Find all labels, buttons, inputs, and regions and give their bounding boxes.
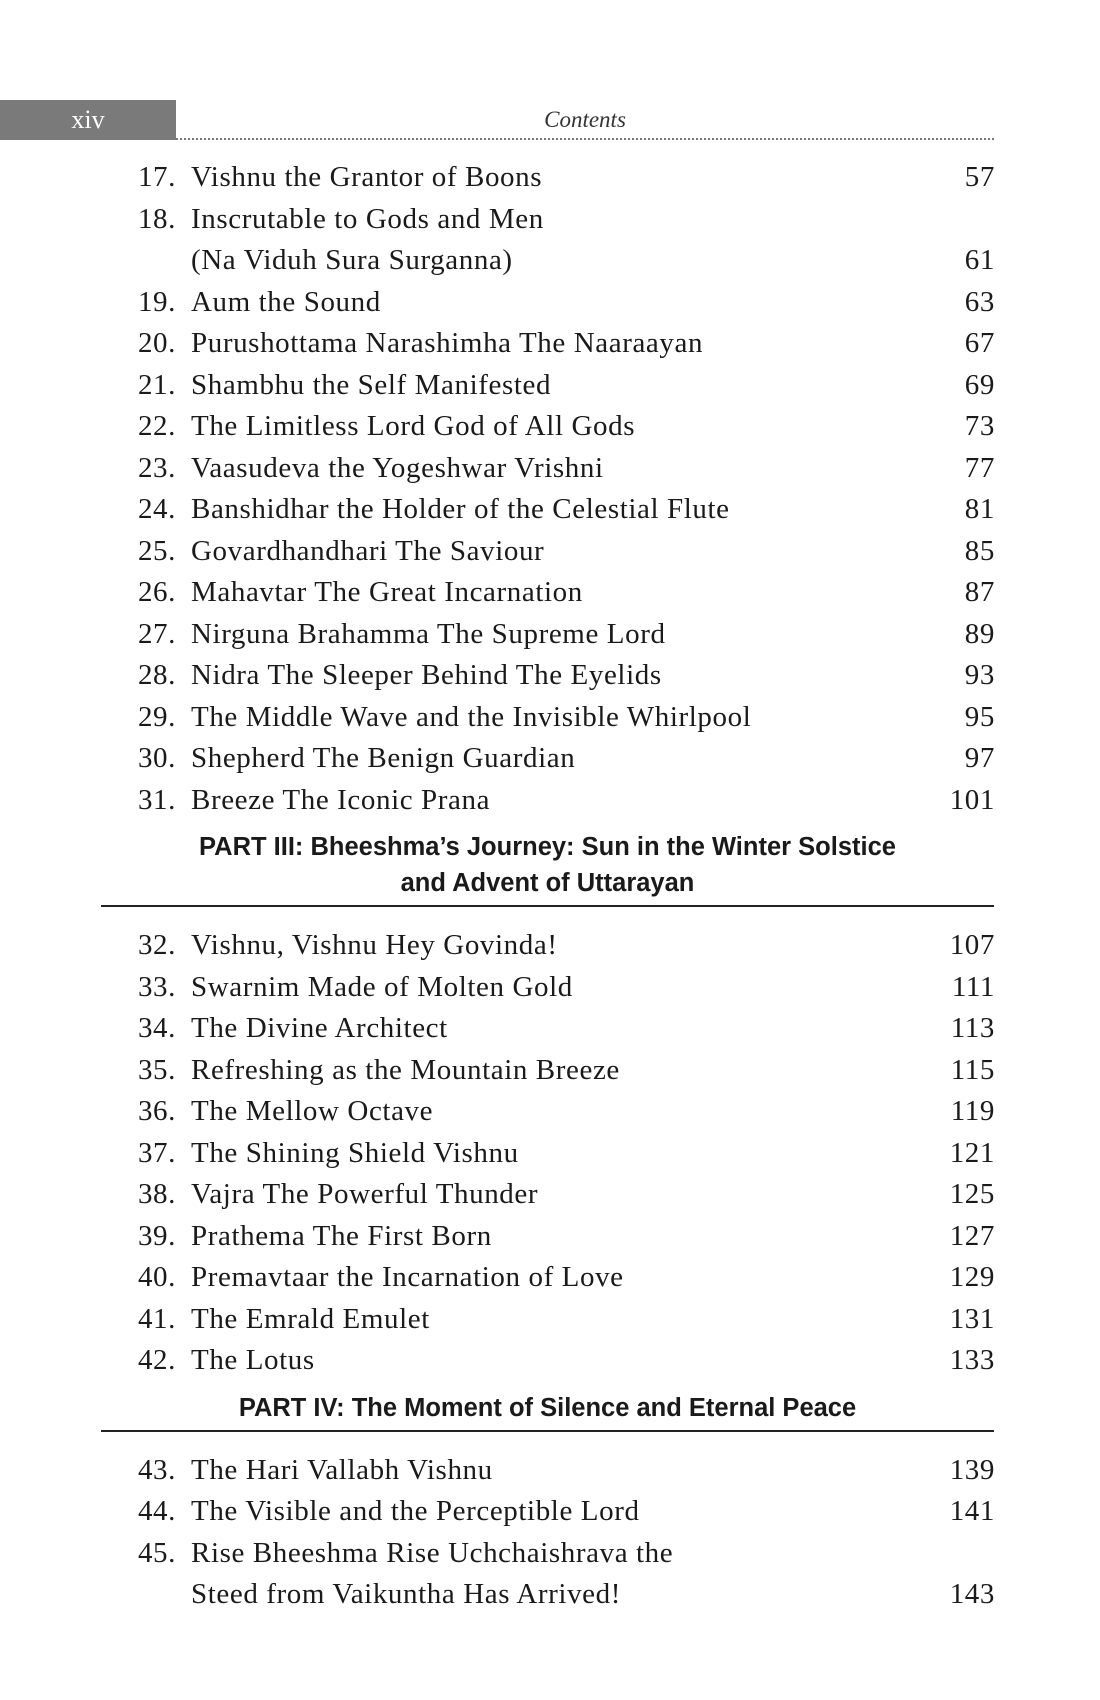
toc-entry[interactable] (0, 572, 1100, 614)
entry-title: The Mellow Octave (191, 1095, 434, 1127)
part-heading (101, 1382, 994, 1432)
entry-page-number: 133 (949, 1344, 995, 1376)
entry-page-number: 95 (964, 700, 995, 733)
entry-number: 31. (137, 783, 176, 816)
entry-number: 24. (137, 493, 176, 525)
toc-entry[interactable] (0, 1450, 1100, 1492)
entry-title: The Lotus (191, 1344, 315, 1376)
entry-title: Rise Bheeshma Rise Uchchaishrava the (191, 1536, 674, 1569)
toc-entry[interactable] (0, 614, 1100, 656)
entry-page-number: 57 (964, 161, 995, 193)
entry-title: The Divine Architect (191, 1012, 448, 1044)
entry-title: Steed from Vaikuntha Has Arrived! (191, 1578, 622, 1610)
running-head: Contents (544, 107, 626, 132)
entry-page-number: 115 (950, 1053, 995, 1086)
entry-title: Breeze The Iconic Prana (191, 783, 491, 816)
toc-entry[interactable] (0, 157, 1100, 199)
entry-page-number: 97 (964, 742, 995, 774)
entry-number: 29. (137, 700, 176, 733)
entry-page-number: 127 (949, 1219, 995, 1252)
entry-title: Vajra The Powerful Thunder (191, 1178, 539, 1210)
entry-number: 41. (137, 1302, 176, 1335)
entry-number: 43. (137, 1453, 176, 1486)
toc-entry[interactable] (0, 1340, 1100, 1382)
entry-title: Premavtaar the Incarnation of Love (191, 1261, 624, 1293)
toc-entry[interactable] (0, 1533, 1100, 1616)
entry-number: 28. (137, 659, 176, 691)
entry-number: 35. (137, 1053, 176, 1086)
toc-entry[interactable] (0, 1050, 1100, 1092)
entry-title: Nidra The Sleeper Behind The Eyelids (191, 659, 662, 691)
toc-entry[interactable] (0, 406, 1100, 448)
entry-number: 18. (137, 202, 176, 235)
entry-title: Vishnu the Grantor of Boons (191, 161, 543, 193)
entry-page-number: 129 (949, 1261, 995, 1293)
toc-entry[interactable] (0, 199, 1100, 282)
toc-entry[interactable] (0, 531, 1100, 573)
entry-page-number: 69 (964, 368, 995, 401)
entry-number: 20. (137, 327, 176, 359)
entry-page-number: 119 (950, 1095, 995, 1127)
toc-entry[interactable] (0, 282, 1100, 324)
entry-page-number: 77 (964, 451, 995, 484)
toc-entry[interactable] (0, 1257, 1100, 1299)
entry-number: 45. (137, 1536, 176, 1569)
entry-title: The Shining Shield Vishnu (191, 1136, 519, 1169)
entry-title: Purushottama Narashimha The Naaraayan (191, 327, 704, 359)
entry-page-number: 63 (964, 285, 995, 318)
entry-title: Inscrutable to Gods and Men (191, 202, 544, 235)
entry-title: The Hari Vallabh Vishnu (191, 1453, 493, 1486)
toc-entry[interactable] (0, 1216, 1100, 1258)
entry-title: Prathema The First Born (191, 1219, 492, 1252)
entry-number: 30. (137, 742, 176, 774)
toc-entry[interactable] (0, 967, 1100, 1009)
entry-title: Swarnim Made of Molten Gold (191, 970, 573, 1003)
entry-title: The Limitless Lord God of All Gods (191, 410, 636, 442)
entry-number: 34. (137, 1012, 176, 1044)
toc-entry[interactable] (0, 697, 1100, 739)
toc-entry[interactable] (0, 1491, 1100, 1533)
entry-number: 26. (137, 576, 176, 608)
toc-entry[interactable] (0, 780, 1100, 822)
entry-page-number: 113 (950, 1012, 995, 1044)
entry-number: 37. (137, 1136, 176, 1169)
entry-title: Nirguna Brahamma The Supreme Lord (191, 617, 666, 650)
page-header (0, 100, 1100, 140)
entry-title: The Visible and the Perceptible Lord (191, 1495, 640, 1527)
entry-page-number: 81 (964, 493, 995, 525)
entry-number: 42. (137, 1344, 176, 1376)
part-heading-line: PART IV: The Moment of Silence and Eternal Peace (238, 1393, 857, 1422)
entry-page-number: 107 (949, 929, 995, 961)
entry-page-number: 73 (964, 410, 995, 442)
entry-number: 22. (137, 410, 176, 442)
entry-title: Shepherd The Benign Guardian (191, 742, 576, 774)
toc-entry[interactable] (0, 738, 1100, 780)
part-heading (101, 821, 994, 907)
entry-number: 32. (137, 929, 176, 961)
entry-page-number: 89 (964, 617, 995, 650)
entry-title: Govardhandhari The Saviour (191, 534, 545, 567)
entry-page-number: 87 (964, 576, 995, 608)
toc-entry[interactable] (0, 1133, 1100, 1175)
entry-number: 38. (137, 1178, 176, 1210)
entry-title: Mahavtar The Great Incarnation (191, 576, 583, 608)
page-number: xiv (0, 100, 176, 140)
entry-number: 44. (137, 1495, 176, 1527)
entry-number: 17. (137, 161, 176, 193)
entry-title: Vishnu, Vishnu Hey Govinda! (191, 929, 558, 961)
toc-entry[interactable] (0, 365, 1100, 407)
entry-number: 36. (137, 1095, 176, 1127)
entry-page-number: 101 (949, 783, 995, 816)
entry-page-number: 111 (951, 970, 995, 1003)
part-heading-line: PART III: Bheeshma’s Journey: Sun in the Winter Solstice (199, 833, 896, 861)
toc-entry[interactable] (0, 448, 1100, 490)
toc-entry[interactable] (0, 1091, 1100, 1133)
entry-number: 40. (137, 1261, 176, 1293)
entry-title: Banshidhar the Holder of the Celestial Flute (191, 493, 730, 525)
entry-number: 33. (137, 970, 176, 1003)
entry-title: Refreshing as the Mountain Breeze (191, 1053, 620, 1086)
entry-title: Vaasudeva the Yogeshwar Vrishni (191, 451, 604, 484)
entry-number: 39. (137, 1219, 176, 1252)
entry-page-number: 143 (949, 1578, 995, 1610)
toc-entry[interactable] (0, 489, 1100, 531)
entry-page-number: 139 (949, 1453, 995, 1486)
toc-entry[interactable] (0, 1299, 1100, 1341)
entry-page-number: 61 (964, 244, 995, 276)
entry-number: 23. (137, 451, 176, 484)
entry-number: 19. (137, 285, 176, 318)
entry-title: Shambhu the Self Manifested (191, 368, 552, 401)
part-heading-line: and Advent of Uttarayan (400, 869, 695, 897)
table-of-contents (0, 157, 1100, 1616)
entry-number: 27. (137, 617, 176, 650)
entry-page-number: 93 (964, 659, 995, 691)
toc-entry[interactable] (0, 323, 1100, 365)
entry-title: (Na Viduh Sura Surganna) (191, 244, 513, 276)
entry-page-number: 121 (949, 1136, 995, 1169)
toc-entry[interactable] (0, 925, 1100, 967)
entry-page-number: 67 (964, 327, 995, 359)
toc-entry[interactable] (0, 1008, 1100, 1050)
entry-page-number: 131 (949, 1302, 995, 1335)
entry-title: The Emrald Emulet (191, 1302, 430, 1335)
entry-title: The Middle Wave and the Invisible Whirlpool (191, 700, 752, 733)
toc-entry[interactable] (0, 655, 1100, 697)
entry-page-number: 141 (949, 1495, 995, 1527)
entry-page-number: 125 (949, 1178, 995, 1210)
header-dotted-rule (176, 138, 994, 140)
entry-number: 25. (137, 534, 176, 567)
entry-title: Aum the Sound (191, 285, 381, 318)
toc-entry[interactable] (0, 1174, 1100, 1216)
entry-page-number: 85 (964, 534, 995, 567)
entry-number: 21. (137, 368, 176, 401)
